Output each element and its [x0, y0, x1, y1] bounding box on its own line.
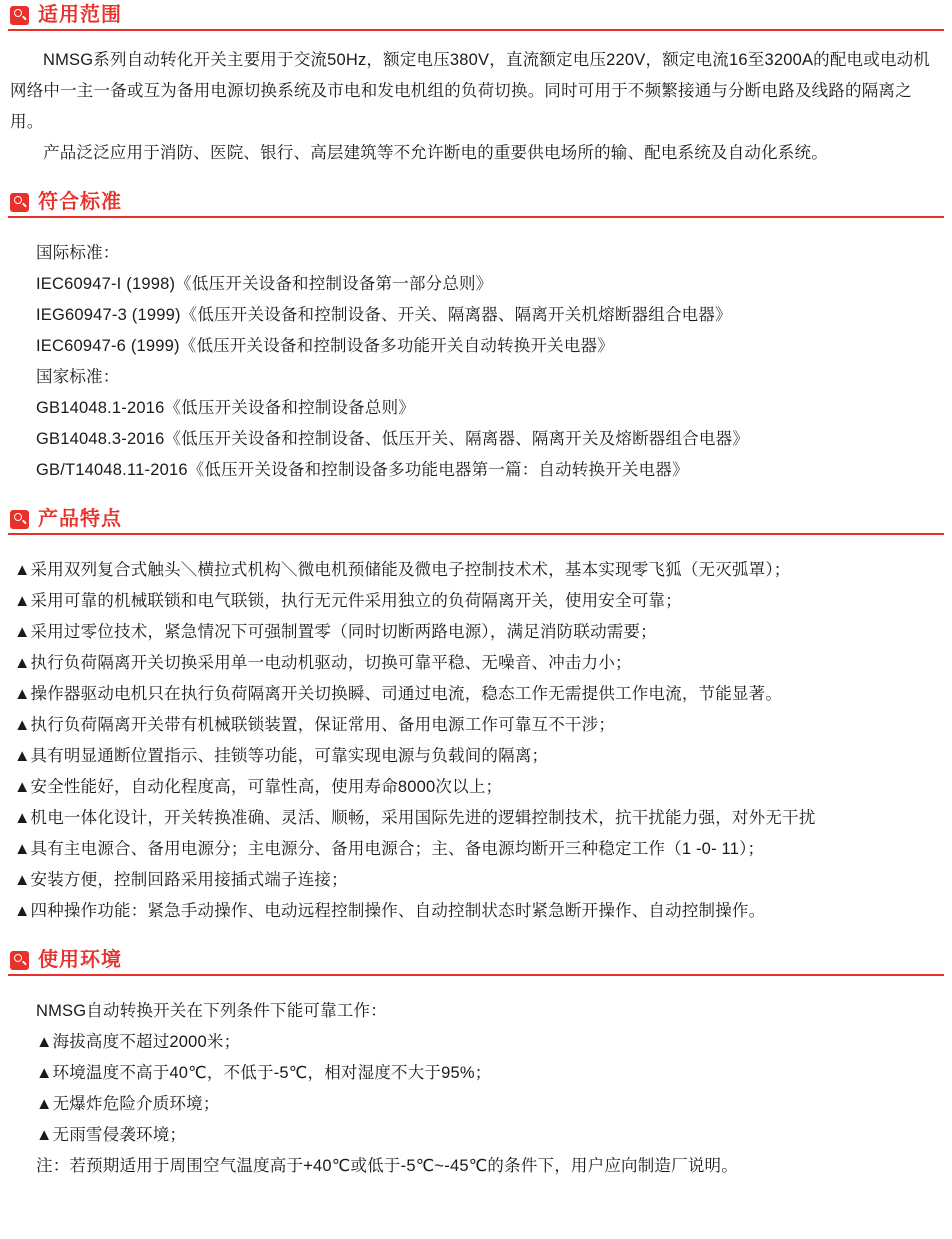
standard-line: GB14048.3-2016《低压开关设备和控制设备、低压开关、隔离器、隔离开关及熔断器组合电器》 [36, 430, 749, 448]
section-standards [8, 191, 944, 486]
standard-line: IEC60947-6 (1999)《低压开关设备和控制设备多功能开关自动转换开关电器》 [36, 337, 614, 355]
feature-line: ▲具有主电源合、备用电源分；主电源分、备用电源合；主、备电源均断开三种稳定工作（1 -0- 11）； [14, 840, 765, 858]
search-badge-icon [10, 951, 29, 970]
section-title: 符合标准 [38, 191, 122, 213]
environment-line: ▲无雨雪侵袭环境； [36, 1126, 187, 1144]
paragraph: 产品泛泛应用于消防、医院、银行、高层建筑等不允许断电的重要供电场所的输、配电系统及自动化系统。 [43, 144, 828, 162]
feature-line: ▲安全性能好，自动化程度高，可靠性高，使用寿命8000次以上； [14, 778, 503, 796]
standard-line: 国家标准： [36, 368, 120, 386]
section-title: 使用环境 [38, 949, 122, 971]
environment-line: ▲海拔高度不超过2000米； [36, 1033, 241, 1051]
feature-line: ▲采用可靠的机械联锁和电气联锁，执行无元件采用独立的负荷隔离开关，使用安全可靠； [14, 592, 682, 610]
section-body [8, 33, 944, 169]
standard-line: 国际标准： [36, 244, 120, 262]
standard-line: IEC60947-I (1998)《低压开关设备和控制设备第一部分总则》 [36, 275, 493, 293]
feature-line: ▲采用过零位技术，紧急情况下可强制置零（同时切断两路电源），满足消防联动需要； [14, 623, 657, 641]
feature-line: ▲执行负荷隔离开关带有机械联锁装置，保证常用、备用电源工作可靠互不干涉； [14, 716, 616, 734]
search-badge-icon [10, 193, 29, 212]
section-header [8, 4, 944, 31]
search-badge-icon [10, 510, 29, 529]
section-environment [8, 949, 944, 1182]
section-body [8, 220, 944, 486]
section-body [8, 537, 944, 927]
section-title: 产品特点 [38, 508, 122, 530]
feature-line: ▲操作器驱动电机只在执行负荷隔离开关切换瞬、司通过电流，稳态工作无需提供工作电流，节能显著。 [14, 685, 783, 703]
feature-line: ▲采用双列复合式触头＼横拉式机构＼微电机预储能及微电子控制技术术，基本实现零飞狐（无灭弧罩）； [14, 561, 791, 579]
section-header [8, 191, 944, 218]
environment-line: NMSG自动转换开关在下列条件下能可靠工作： [36, 1002, 387, 1020]
section-scope [8, 4, 944, 169]
environment-line: ▲环境温度不高于40℃，不低于-5℃，相对湿度不大于95%； [36, 1064, 492, 1082]
environment-note: 注：若预期适用于周围空气温度高于+40℃或低于-5℃~-45℃的条件下，用户应向制造厂说明。 [36, 1157, 738, 1175]
section-body [8, 978, 944, 1182]
feature-line: ▲具有明显通断位置指示、挂锁等功能，可靠实现电源与负载间的隔离； [14, 747, 549, 765]
paragraph: NMSG系列自动转化开关主要用于交流50Hz，额定电压380V，直流额定电压220V，额定电流16至3200A的配电或电动机网络中一主一备或互为备用电源切换系统及市电和发电机组的负荷切换。同时可用于不频繁接通与分断电路及线路的隔离之用。 [10, 51, 931, 131]
section-header [8, 508, 944, 535]
feature-line: ▲执行负荷隔离开关切换采用单一电动机驱动，切换可靠平稳、无噪音、冲击力小； [14, 654, 632, 672]
standard-line: IEG60947-3 (1999)《低压开关设备和控制设备、开关、隔离器、隔离开关机熔断器组合电器》 [36, 306, 732, 324]
environment-line: ▲无爆炸危险介质环境； [36, 1095, 220, 1113]
feature-line: ▲安装方便，控制回路采用接插式端子连接； [14, 871, 348, 889]
section-header [8, 949, 944, 976]
section-title: 适用范围 [38, 4, 122, 26]
feature-line: ▲机电一体化设计，开关转换准确、灵活、顺畅，采用国际先进的逻辑控制技术，抗干扰能力强，对外无干扰 [14, 809, 816, 827]
search-badge-icon [10, 6, 29, 25]
standard-line: GB/T14048.11-2016《低压开关设备和控制设备多功能电器第一篇：自动转换开关电器》 [36, 461, 689, 479]
feature-line: ▲四种操作功能：紧急手动操作、电动远程控制操作、自动控制状态时紧急断开操作、自动控制操作。 [14, 902, 766, 920]
standard-line: GB14048.1-2016《低压开关设备和控制设备总则》 [36, 399, 415, 417]
section-features [8, 508, 944, 927]
